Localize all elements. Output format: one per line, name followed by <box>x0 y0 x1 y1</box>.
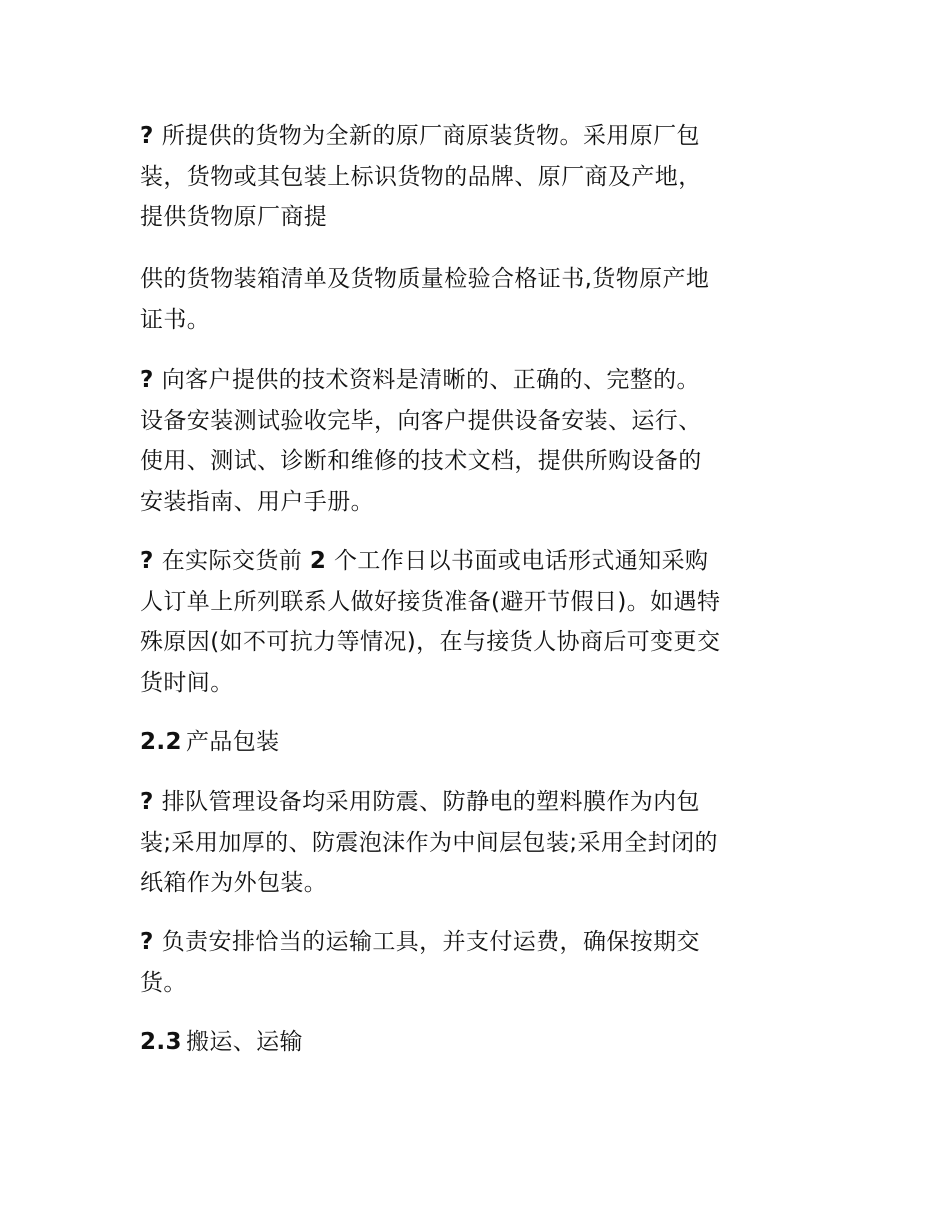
text-line: ? 负责安排恰当的运输工具，并支付运费，确保按期交 <box>140 929 700 955</box>
text-line: ? 排队管理设备均采用防震、防静电的塑料膜作为内包 <box>140 789 700 815</box>
text-line: 提供货物原厂商提 <box>140 204 328 230</box>
text-line: 证书。 <box>140 306 211 333</box>
text-line: 装;采用加厚的、防震泡沫作为中间层包装;采用全封闭的 <box>140 829 718 856</box>
bullet-paragraph-technical-docs <box>140 360 820 522</box>
text-line: ? 向客户提供的技术资料是清晰的、正确的、完整的。 <box>140 367 700 393</box>
section-number: 2.2 <box>140 729 182 755</box>
text-line: 使用、测试、诊断和维修的技术文档，提供所购设备的 <box>140 448 702 474</box>
bold-number: 2 <box>309 548 327 574</box>
bullet-marker: ? <box>140 367 154 393</box>
text-line: 货。 <box>140 969 187 996</box>
bullet-marker: ? <box>140 789 154 815</box>
text-line: 供的货物装箱清单及货物质量检验合格证书,货物原产地 <box>140 266 710 292</box>
paragraph-packing-list <box>140 259 820 340</box>
section-heading-2-3 <box>140 1022 303 1063</box>
section-title: 搬运、运输 <box>185 1029 303 1055</box>
text-line: 安装指南、用户手册。 <box>140 488 374 515</box>
bullet-marker: ? <box>140 929 154 955</box>
bullet-paragraph-packaging <box>140 782 820 904</box>
section-number: 2.3 <box>140 1029 182 1055</box>
section-title: 产品包装 <box>185 729 280 755</box>
text-line: 设备安装测试验收完毕，向客户提供设备安装、运行、 <box>140 407 702 434</box>
bullet-paragraph-delivery-notice <box>140 541 820 703</box>
bullet-marker: ? <box>140 548 154 574</box>
text-line: 人订单上所列联系人做好接货准备(避开节假日)。如遇特 <box>140 588 721 615</box>
text-line: 货时间。 <box>140 669 234 696</box>
bullet-marker: ? <box>140 123 154 149</box>
text-line: 纸箱作为外包装。 <box>140 870 328 896</box>
bullet-paragraph-transport <box>140 922 820 1003</box>
text-line: 装，货物或其包装上标识货物的品牌、原厂商及产地， <box>140 163 702 190</box>
text-line: ? 在实际交货前 2 个工作日以书面或电话形式通知采购 <box>140 548 709 574</box>
text-line: ? 所提供的货物为全新的原厂商原装货物。采用原厂包 <box>140 123 700 149</box>
section-heading-2-2 <box>140 722 280 763</box>
text-line: 殊原因(如不可抗力等情况)，在与接货人协商后可变更交 <box>140 629 721 655</box>
bullet-paragraph-original-goods <box>140 116 820 238</box>
